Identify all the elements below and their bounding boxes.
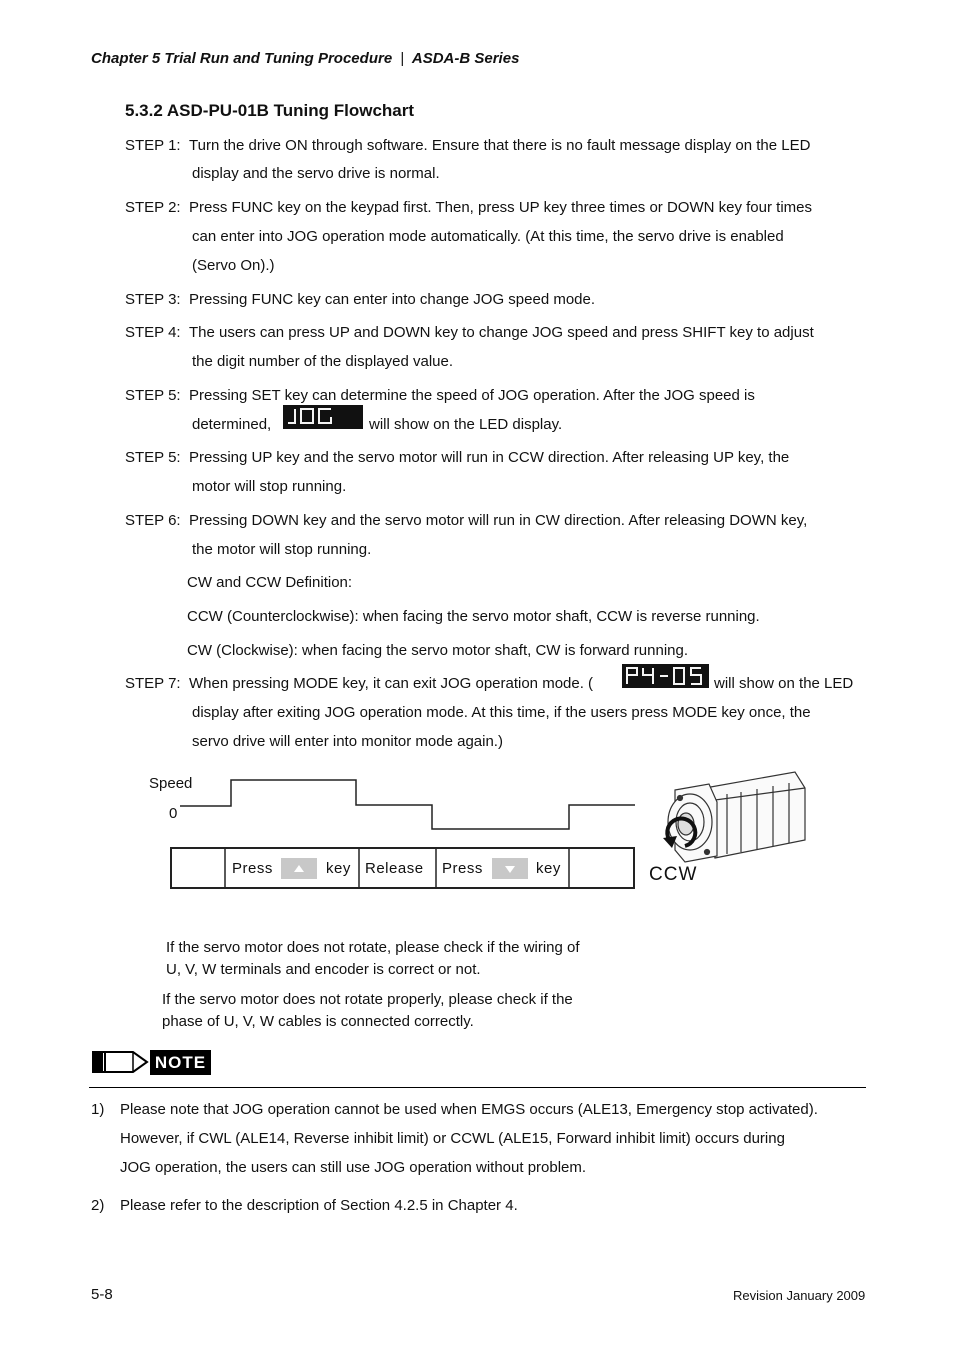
up-key-icon	[281, 858, 317, 879]
step4-line1: The users can press UP and DOWN key to change JOG speed and press SHIFT key to adjust	[189, 324, 814, 341]
step5-line2a: determined,	[192, 416, 272, 433]
note2-line1: Please refer to the description of Section 4.2.5 in Chapter 4.	[120, 1197, 518, 1214]
step2-label: STEP 2:	[125, 199, 181, 216]
step7-line1a: When pressing MODE key, it can exit JOG operation mode. (	[189, 675, 594, 692]
running-header	[91, 50, 519, 67]
step1-line1: Turn the drive ON through software. Ensure that there is no fault message display on the LED	[189, 137, 811, 154]
led-display-jog	[283, 405, 363, 429]
cw-definition: CW (Clockwise): when facing the servo motor shaft, CW is forward running.	[187, 642, 688, 659]
note-pencil-icon	[91, 1049, 149, 1075]
revision-date: Revision January 2009	[733, 1288, 866, 1303]
cell-press-up: Press	[232, 860, 273, 877]
cell-release: Release	[365, 860, 424, 877]
step6-line2: the motor will stop running.	[192, 541, 372, 558]
note2-number: 2)	[91, 1197, 105, 1214]
step3-line1: Pressing FUNC key can enter into change JOG speed mode.	[189, 291, 596, 308]
step2-line2: can enter into JOG operation mode automatically. (At this time, the servo drive is enabled	[192, 228, 784, 245]
check-phase-line1: If the servo motor does not rotate properly, please check if the	[162, 991, 573, 1008]
jog-speed-diagram	[140, 770, 820, 900]
note-badge: NOTE	[150, 1050, 211, 1075]
cw-ccw-title: CW and CCW Definition:	[187, 574, 353, 591]
section-title: 5.3.2 ASD-PU-01B Tuning Flowchart	[125, 101, 415, 120]
page-number: 5-8	[91, 1286, 113, 1303]
step5-line1: Pressing SET key can determine the speed of JOG operation. After the JOG speed is	[189, 387, 755, 404]
step7-line3: servo drive will enter into monitor mode again.)	[192, 733, 503, 750]
header-chapter: Chapter 5 Trial Run and Tuning Procedure	[91, 50, 393, 67]
step5b-line1: Pressing UP key and the servo motor will run in CCW direction. After releasing UP key, the	[189, 449, 790, 466]
step3-label: STEP 3:	[125, 291, 181, 308]
note1-line1: Please note that JOG operation cannot be used when EMGS occurs (ALE13, Emergency stop activated).	[120, 1101, 818, 1118]
note-divider	[89, 1087, 866, 1088]
step4-label: STEP 4:	[125, 324, 181, 341]
cell-press-down: Press	[442, 860, 483, 877]
check-phase-line2: phase of U, V, W cables is connected correctly.	[162, 1013, 474, 1030]
speed-axis-label: Speed	[149, 775, 193, 792]
note1-line3: JOG operation, the users can still use JOG operation without problem.	[120, 1159, 587, 1176]
step1-line2: display and the servo drive is normal.	[192, 165, 440, 182]
header-separator: |	[400, 50, 405, 67]
check-wiring-line2: U, V, W terminals and encoder is correct or not.	[166, 961, 481, 978]
step6-label: STEP 6:	[125, 512, 181, 529]
step5-line2b: will show on the LED display.	[369, 416, 563, 433]
step7-label: STEP 7:	[125, 675, 181, 692]
step5-label: STEP 5:	[125, 387, 181, 404]
led-p405-glyph	[622, 664, 709, 688]
ccw-definition: CCW (Counterclockwise): when facing the servo motor shaft, CCW is reverse running.	[187, 608, 760, 625]
step7-line1b: will show on the LED	[714, 675, 854, 692]
cell-key-down: key	[536, 860, 561, 877]
note1-number: 1)	[91, 1101, 105, 1118]
cell-key-up: key	[326, 860, 351, 877]
ccw-label: CCW	[649, 864, 698, 885]
led-jog-glyph	[283, 405, 363, 429]
step5b-label: STEP 5:	[125, 449, 181, 466]
step2-line3: (Servo On).)	[192, 257, 275, 274]
step1-label: STEP 1:	[125, 137, 181, 154]
check-wiring-line1: If the servo motor does not rotate, please check if the wiring of	[166, 939, 580, 956]
note1-line2: However, if CWL (ALE14, Reverse inhibit limit) or CCWL (ALE15, Forward inhibit limit) occurs during	[120, 1130, 785, 1147]
step6-line1: Pressing DOWN key and the servo motor will run in CW direction. After releasing DOWN key,	[189, 512, 808, 529]
header-series: ASDA-B Series	[411, 50, 520, 67]
zero-label: 0	[169, 805, 178, 822]
led-display-p4-05	[622, 664, 709, 688]
step4-line2: the digit number of the displayed value.	[192, 353, 453, 370]
step2-line1: Press FUNC key on the keypad first. Then, press UP key three times or DOWN key four times	[189, 199, 812, 216]
step7-line2: display after exiting JOG operation mode. At this time, if the users press MODE key once, the	[192, 704, 811, 721]
down-key-icon	[492, 858, 528, 879]
step5b-line2: motor will stop running.	[192, 478, 347, 495]
